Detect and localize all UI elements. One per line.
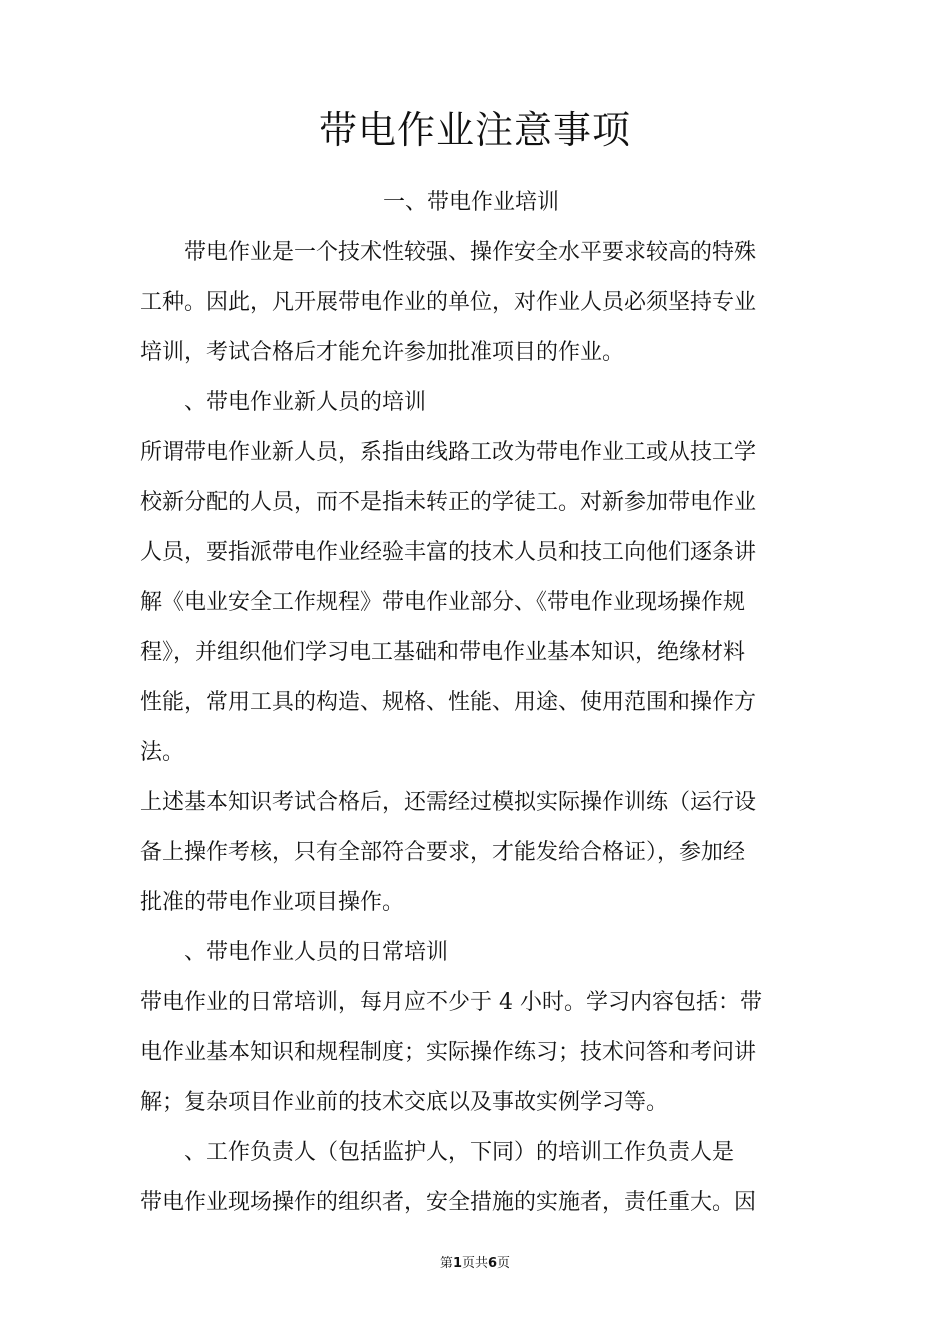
new-staff-line-7: 法。 xyxy=(140,740,185,765)
footer-total-pages: 6 xyxy=(488,1256,498,1271)
exam-line-1: 上述基本知识考试合格后，还需经过模拟实际操作训练（运行设 xyxy=(140,790,757,815)
subsection-heading-daily-training: 、带电作业人员的日常培训 xyxy=(140,940,449,965)
daily-line-2: 电作业基本知识和规程制度；实际操作练习；技术问答和考问讲 xyxy=(140,1040,757,1065)
intro-line-2: 工种。因此，凡开展带电作业的单位，对作业人员必须坚持专业 xyxy=(140,290,757,315)
footer-middle: 页共 xyxy=(461,1256,488,1271)
footer-suffix: 页 xyxy=(497,1256,511,1271)
daily-line-3: 解；复杂项目作业前的技术交底以及事故实例学习等。 xyxy=(140,1090,669,1115)
exam-line-3: 批准的带电作业项目操作。 xyxy=(140,890,405,915)
exam-line-2: 备上操作考核，只有全部符合要求，才能发给合格证），参加经 xyxy=(140,840,746,865)
intro-line-3: 培训，考试合格后才能允许参加批准项目的作业。 xyxy=(140,340,625,365)
new-staff-line-1: 所谓带电作业新人员，系指由线路工改为带电作业工或从技工学 xyxy=(140,440,757,465)
footer-page-number: 1 xyxy=(452,1256,462,1271)
section-heading: 一、带电作业培训 xyxy=(383,190,560,215)
leader-line-1: 、工作负责人（包括监护人，下同）的培训工作负责人是 xyxy=(140,1140,735,1165)
new-staff-line-5: 程》，并组织他们学习电工基础和带电作业基本知识，绝缘材料 xyxy=(140,640,746,665)
page-title: 带电作业注意事项 xyxy=(318,108,631,152)
page-footer xyxy=(0,1254,950,1274)
footer-prefix: 第 xyxy=(439,1256,453,1271)
subsection-heading-new-staff: 、带电作业新人员的培训 xyxy=(140,390,427,415)
new-staff-line-6: 性能，常用工具的构造、规格、性能、用途、使用范围和操作方 xyxy=(140,690,757,715)
new-staff-line-2: 校新分配的人员，而不是指未转正的学徒工。对新参加带电作业 xyxy=(140,490,757,515)
leader-line-2: 带电作业现场操作的组织者，安全措施的实施者，责任重大。因 xyxy=(140,1190,757,1215)
new-staff-line-3: 人员，要指派带电作业经验丰富的技术人员和技工向他们逐条讲 xyxy=(140,540,757,565)
intro-line-1: 带电作业是一个技术性较强、操作安全水平要求较高的特殊 xyxy=(140,240,757,265)
new-staff-line-4: 解《电业安全工作规程》带电作业部分、《带电作业现场操作规 xyxy=(140,590,746,615)
daily-line-1: 带电作业的日常培训，每月应不少于 4 小时。学习内容包括：带 xyxy=(140,990,762,1015)
